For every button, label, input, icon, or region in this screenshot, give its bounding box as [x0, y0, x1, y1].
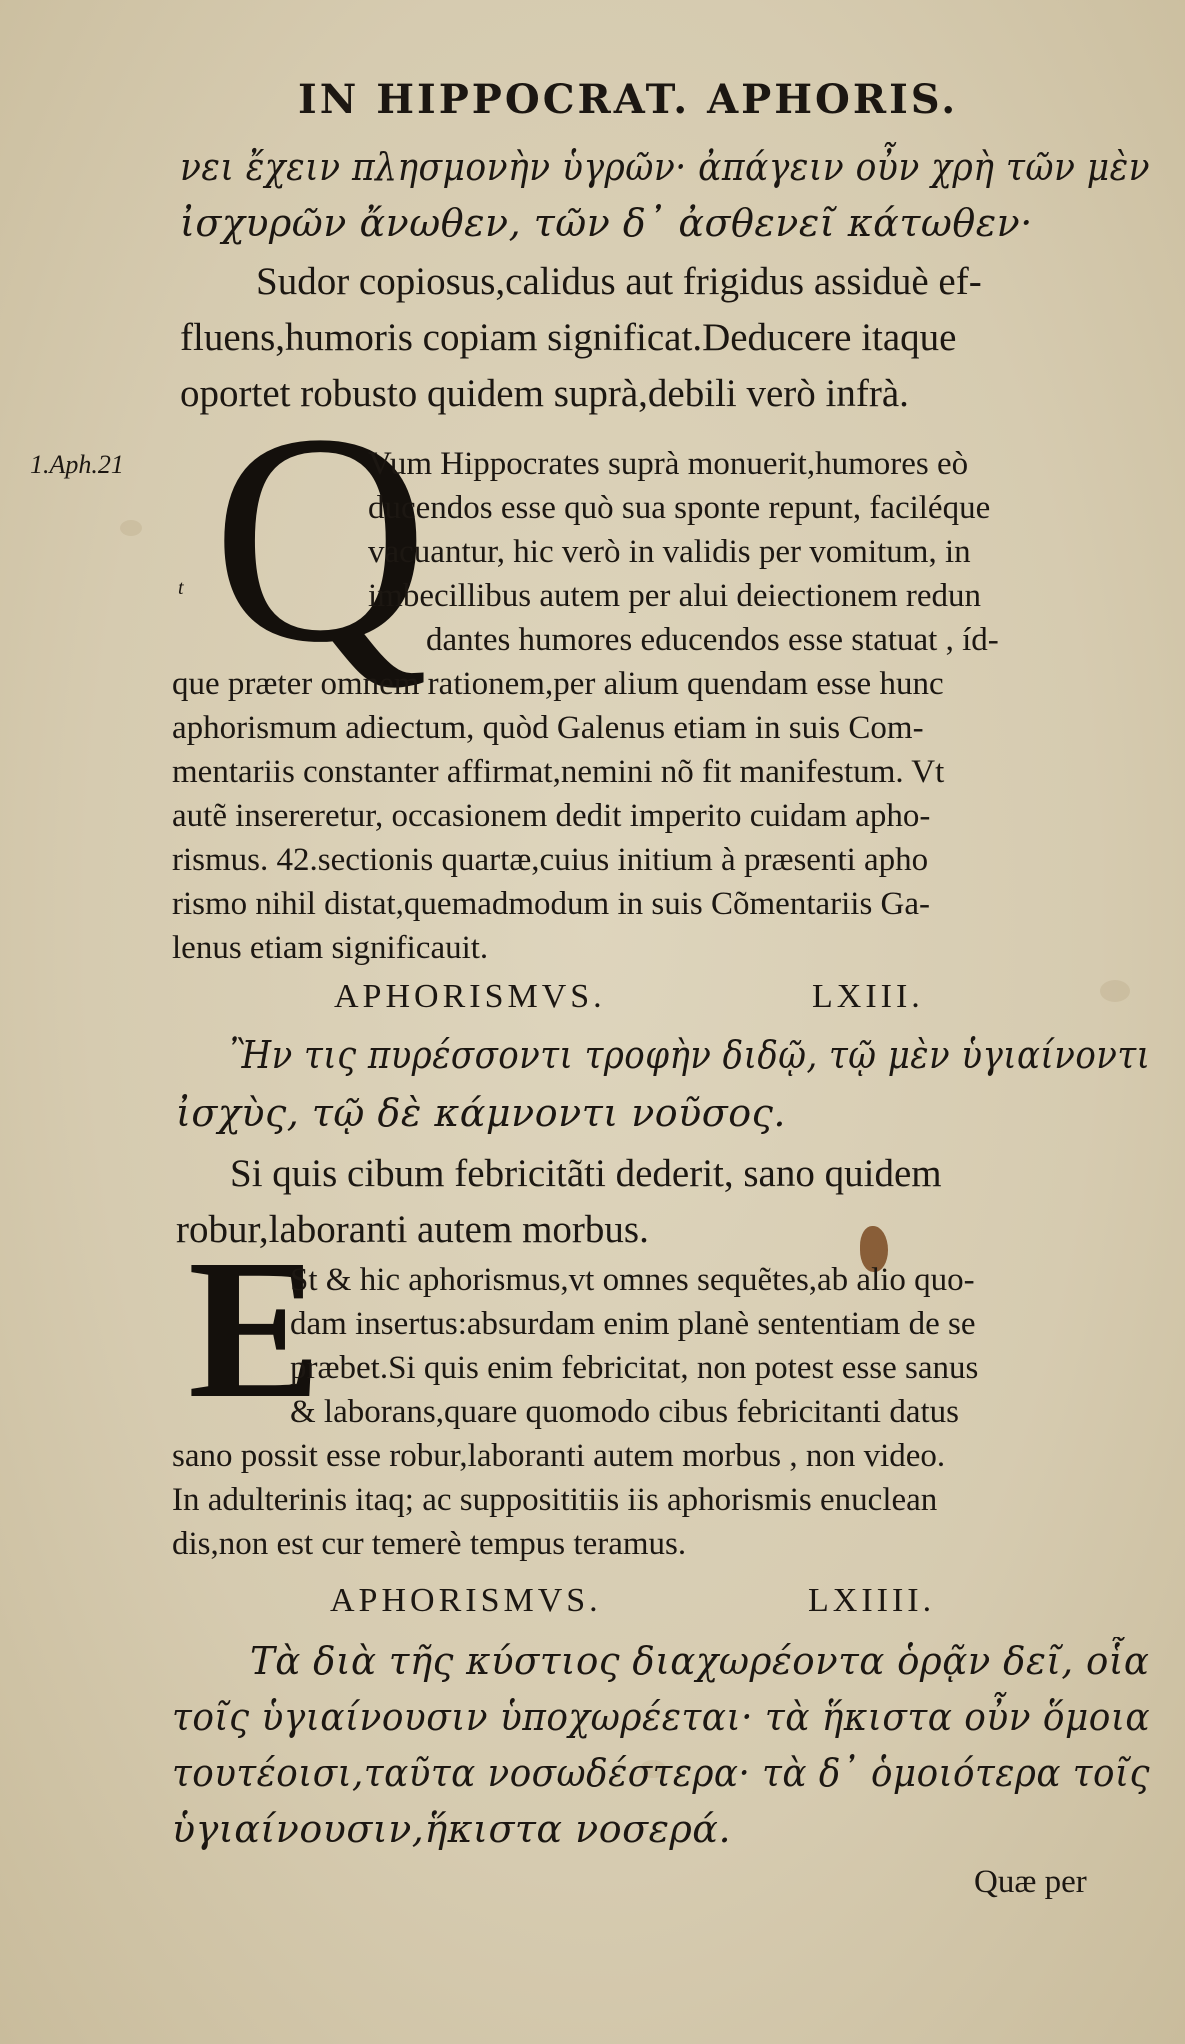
aphorism-latin-line: Sudor copiosus,calidus aut frigidus assiduè ef- — [256, 260, 982, 303]
greek-line: νει ἔχειν πλησμονὴν ὑγρῶν· ἀπάγειν οὖν χρὴ τῶν μὲν — [180, 145, 1151, 189]
aphorism-latin-line: oportet robusto quidem suprà,debili verò infrà. — [180, 372, 909, 415]
aphorism-heading-number: LXIII. — [812, 978, 924, 1015]
greek-line: ὑγιαίνουσιν,ἥκιστα νοσερά. — [172, 1807, 732, 1851]
commentary-line: & laborans,quare quomodo cibus febricitanti datus — [290, 1394, 959, 1430]
aphorism-heading-number: LXIIII. — [808, 1582, 936, 1619]
commentary-line: imbecillibus autem per alui deiectionem redun — [368, 578, 982, 614]
aphorism-heading-label: APHORISMVS. — [334, 978, 606, 1015]
commentary-line: lenus etiam significauit. — [172, 930, 489, 966]
running-header: IN HIPPOCRAT. APHORIS. — [298, 76, 959, 123]
commentary-line: mentariis constanter affirmat,nemini nõ fit manifestum. Vt — [172, 754, 945, 790]
commentary-line: dantes humores educendos esse statuat , íd- — [426, 622, 999, 658]
commentary-line: autẽ insereretur, occasionem dedit imperito cuidam apho- — [172, 798, 931, 834]
greek-line: ἰσχυρῶν ἄνωθεν, τῶν δ᾽ ἀσθενεῖ κάτωθεν· — [180, 201, 1033, 245]
aphorism-heading-label: APHORISMVS. — [330, 1582, 602, 1619]
commentary-line: Vum Hippocrates suprà monuerit,humores eò — [368, 446, 969, 482]
aphorism-latin-line: robur,laboranti autem morbus. — [176, 1208, 649, 1251]
commentary-line: aphorismum adiectum, quòd Galenus etiam in suis Com- — [172, 710, 924, 746]
greek-line: Ἢν τις πυρέσσοντι τροφὴν διδῷ, τῷ μὲν ὑγιαίνοντι — [230, 1033, 1151, 1077]
commentary-line: rismus. 42.sectionis quartæ,cuius initium à præsenti apho — [172, 842, 929, 878]
commentary-line: præbet.Si quis enim febricitat, non potest esse sanus — [290, 1350, 979, 1386]
aphorism-latin-line: Si quis cibum febricitãti dederit, sano quidem — [230, 1152, 942, 1195]
greek-line: Τὰ διὰ τῆς κύστιος διαχωρέοντα ὁρᾷν δεῖ, οἷα — [250, 1639, 1150, 1683]
commentary-line: vacuantur, hic verò in validis per vomitum, in — [368, 534, 971, 570]
commentary-line: dam insertus:absurdam enim planè sententiam de se — [290, 1306, 976, 1342]
margin-mark: t — [178, 577, 184, 599]
commentary-line: que præter omnem rationem,per alium quendam esse hunc — [172, 666, 944, 702]
paper-spot — [1100, 980, 1130, 1002]
dropcap-q: Q — [212, 372, 429, 704]
greek-line: τοῖς ὑγιαίνουσιν ὑποχωρέεται· τὰ ἥκιστα οὖν ὅμοια — [172, 1695, 1151, 1739]
aphorism-latin-line: fluens,humoris copiam significat.Deducere itaque — [180, 316, 957, 359]
commentary-line: St & hic aphorismus,vt omnes sequẽtes,ab alio quo- — [290, 1262, 975, 1298]
dropcap-e: E — [188, 1219, 322, 1440]
commentary-line: In adulterinis itaq; ac supposititiis iis aphorismis enuclean — [172, 1482, 938, 1518]
commentary-line: sano possit esse robur,laboranti autem morbus , non video. — [172, 1438, 946, 1474]
commentary-line: rismo nihil distat,quemadmodum in suis Cõmentariis Ga- — [172, 886, 931, 922]
greek-line: τουτέοισι,ταῦτα νοσωδέστερα· τὰ δ᾽ ὁμοιότερα τοῖς — [172, 1751, 1150, 1795]
commentary-line: dis,non est cur temerè tempus teramus. — [172, 1526, 687, 1562]
greek-line: ἰσχὺς, τῷ δὲ κάμνοντι νοῦσος. — [176, 1091, 786, 1135]
margin-note: 1.Aph.21 — [30, 450, 124, 479]
catchword: Quæ per — [974, 1864, 1087, 1900]
commentary-line: ducendos esse quò sua sponte repunt, faciléque — [368, 490, 991, 526]
paper-spot — [120, 520, 142, 536]
